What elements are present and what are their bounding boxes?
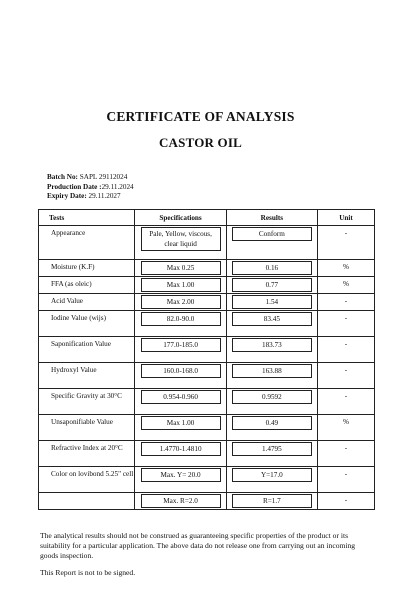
cell-unit: - xyxy=(318,389,375,415)
cell-spec: Pale, Yellow, viscous, clear liquid xyxy=(135,226,226,260)
product-name: CASTOR OIL xyxy=(158,135,243,150)
header-results: Results xyxy=(226,210,317,226)
batch-number: Batch No: SAPL 29112024 xyxy=(47,173,128,181)
table-row xyxy=(39,226,375,260)
table-row xyxy=(39,337,375,363)
cell-unit: - xyxy=(318,294,375,311)
signature-note: This Report is not to be signed. xyxy=(40,568,136,577)
cell-test: Color on lovibond 5.25" cell xyxy=(39,467,135,493)
cell-unit: - xyxy=(318,311,375,337)
analysis-table xyxy=(38,209,375,510)
cell-result: 83.45 xyxy=(226,311,317,337)
cell-unit: - xyxy=(318,226,375,260)
cell-spec: 82.0-90.0 xyxy=(135,311,226,337)
header-tests: Tests xyxy=(39,210,135,226)
cell-test: FFA (as oleic) xyxy=(39,277,135,294)
cell-test: Specific Gravity at 30°C xyxy=(39,389,135,415)
cell-test: Unsaponifiable Value xyxy=(39,415,135,441)
header-unit: Unit xyxy=(318,210,375,226)
cell-test: Refractive Index at 20°C xyxy=(39,441,135,467)
cell-result: 163.88 xyxy=(226,363,317,389)
cell-result: R=1.7 xyxy=(226,493,317,510)
table-row xyxy=(39,389,375,415)
cell-unit: - xyxy=(318,493,375,510)
cell-spec: Max 1.00 xyxy=(135,277,226,294)
table-header-row xyxy=(39,210,375,226)
cell-test: Iodine Value (wijs) xyxy=(39,311,135,337)
table-row xyxy=(39,277,375,294)
table-row xyxy=(39,467,375,493)
cell-test: Hydroxyl Value xyxy=(39,363,135,389)
cell-spec: Max. Y= 20.0 xyxy=(135,467,226,493)
cell-result: Y=17.0 xyxy=(226,467,317,493)
table-row xyxy=(39,311,375,337)
document-title: CERTIFICATE OF ANALYSIS xyxy=(106,109,295,124)
table-row xyxy=(39,441,375,467)
cell-result: 0.77 xyxy=(226,277,317,294)
batch-info xyxy=(47,173,134,202)
cell-unit: % xyxy=(318,415,375,441)
disclaimer-text: The analytical results should not be construed as guaranteeing specific properties of the product or its suitability for a particular application. The above data do not release one from carrying out an incoming goods inspection. xyxy=(40,531,356,560)
cell-spec: Max. R=2.0 xyxy=(135,493,226,510)
table-row xyxy=(39,260,375,277)
cell-result: 0.49 xyxy=(226,415,317,441)
cell-result: 1.54 xyxy=(226,294,317,311)
cell-spec: Max 1.00 xyxy=(135,415,226,441)
cell-result: 183.73 xyxy=(226,337,317,363)
cell-spec: 160.0-168.0 xyxy=(135,363,226,389)
cell-test: Acid Value xyxy=(39,294,135,311)
cell-result: 1.4795 xyxy=(226,441,317,467)
cell-result: 0.9592 xyxy=(226,389,317,415)
table-row xyxy=(39,415,375,441)
cell-test: Saponification Value xyxy=(39,337,135,363)
cell-unit: % xyxy=(318,260,375,277)
cell-unit: % xyxy=(318,277,375,294)
expiry-date: Expiry Date: 29.11.2027 xyxy=(47,192,121,201)
table-row xyxy=(39,294,375,311)
cell-unit: - xyxy=(318,441,375,467)
cell-spec: 0.954-0.960 xyxy=(135,389,226,415)
table-row xyxy=(39,363,375,389)
cell-test xyxy=(39,493,135,510)
table-row xyxy=(39,493,375,510)
cell-test: Moisture (K.F) xyxy=(39,260,135,277)
cell-spec: 1.4770-1.4810 xyxy=(135,441,226,467)
header-specifications: Specifications xyxy=(135,210,226,226)
production-date: Production Date :29.11.2024 xyxy=(47,182,134,191)
cell-unit: - xyxy=(318,337,375,363)
cell-unit: - xyxy=(318,467,375,493)
cell-spec: Max 0.25 xyxy=(135,260,226,277)
cell-unit: - xyxy=(318,363,375,389)
cell-result: Conform xyxy=(226,226,317,260)
cell-test: Appearance xyxy=(39,226,135,260)
cell-spec: Max 2.00 xyxy=(135,294,226,311)
cell-result: 0.16 xyxy=(226,260,317,277)
cell-spec: 177.0-185.0 xyxy=(135,337,226,363)
